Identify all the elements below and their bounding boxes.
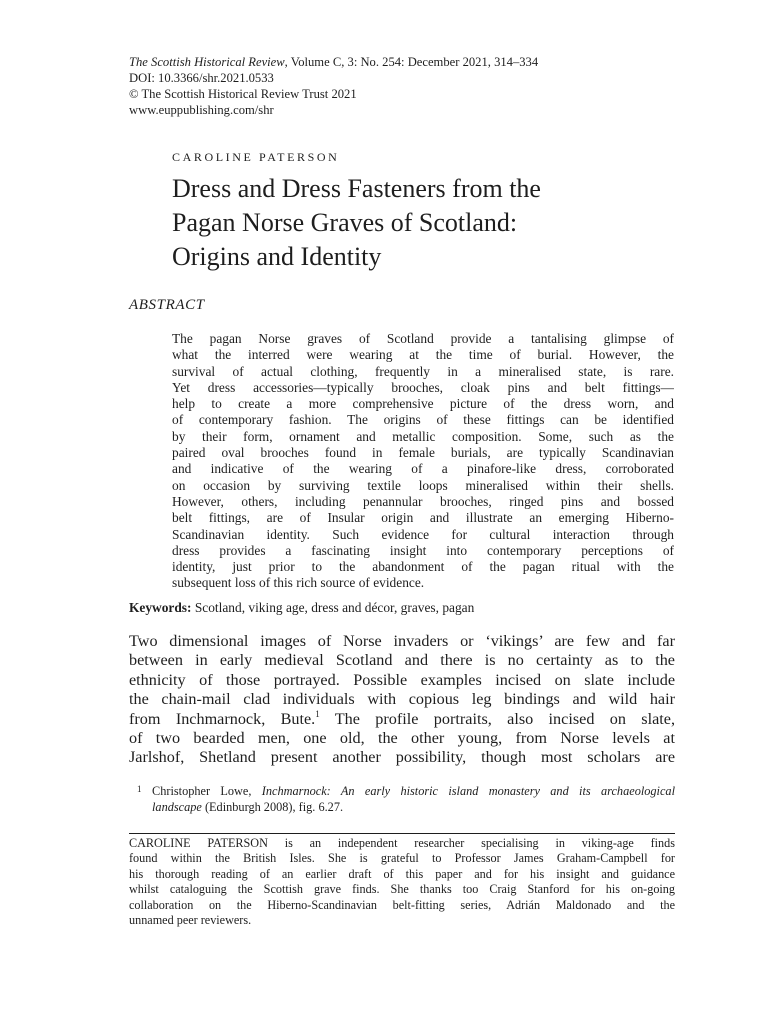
body-line-part: The profile portraits, also incised on slate, — [319, 709, 675, 728]
bio-line: CAROLINE PATERSON is an independent researcher specialising in viking-age finds — [129, 836, 675, 850]
journal-url: www.euppublishing.com/shr — [129, 103, 274, 117]
body-line: Two dimensional images of Norse invaders or ‘vikings’ are few and far — [129, 632, 675, 650]
author-bio — [129, 836, 675, 928]
journal-title: The Scottish Historical Review — [129, 55, 285, 69]
abstract-text — [172, 331, 674, 592]
footnote-author: Christopher Lowe, — [152, 784, 262, 798]
abstract-line: of contemporary fashion. The origins of these fittings can be identified — [172, 412, 674, 428]
keywords — [129, 600, 474, 616]
abstract-line: identity, just prior to the abandonment of the pagan ritual with the — [172, 559, 674, 575]
abstract-line: Yet dress accessories—typically brooches, cloak pins and belt fittings— — [172, 379, 674, 395]
abstract-line: dress provides a fascinating insight into contemporary perceptions of — [172, 542, 674, 558]
abstract-line: belt fittings, are of Insular origin and illustrate an emerging Hiberno- — [172, 510, 674, 526]
title-line: Dress and Dress Fasteners from the — [172, 174, 541, 203]
keywords-label: Keywords: — [129, 600, 192, 615]
body-line: of two bearded men, one old, the other young, from Norse levels at — [129, 729, 675, 748]
body-paragraph — [129, 632, 675, 768]
author-name: CAROLINE PATERSON — [172, 150, 340, 164]
body-line-part: from Inchmarnock, Bute. — [129, 709, 316, 728]
footnote-ref[interactable]: 1 — [315, 709, 320, 719]
footnote-line — [152, 783, 675, 799]
footnote-work-title: Inchmarnock: An early historic island monastery and its archaeological — [261, 784, 675, 798]
abstract-heading: ABSTRACT — [129, 297, 205, 313]
footnote-citation: (Edinburgh 2008), fig. 6.27. — [201, 800, 344, 814]
footnote-number: 1 — [137, 784, 142, 794]
doi: DOI: 10.3366/shr.2021.0533 — [129, 71, 274, 85]
volume-info: , Volume C, 3: No. 254: December 2021, 314–334 — [284, 55, 539, 69]
body-line: the chain-mail clad individuals with copious leg bindings and wild hair — [129, 690, 675, 709]
bio-line: unnamed peer reviewers. — [129, 913, 252, 928]
article-title — [172, 172, 692, 274]
bio-line: found within the British Isles. She is grateful to Professor James Graham-Campbell for — [129, 851, 675, 866]
body-line: ethnicity of those portrayed. Possible examples incised on slate include — [129, 670, 675, 689]
abstract-line: on occasion by surviving textile loops mineralised within their shells. — [172, 477, 674, 493]
body-line: between in early medieval Scotland and there is no certainty as to the — [129, 651, 675, 670]
abstract-line: The pagan Norse graves of Scotland provide a tantalising glimpse of — [172, 331, 674, 346]
footnote-work-title: landscape — [152, 800, 202, 814]
keywords-value: Scotland, viking age, dress and décor, graves, pagan — [191, 600, 475, 615]
abstract-line: subsequent loss of this rich source of evidence. — [172, 575, 425, 591]
title-line: Origins and Identity — [172, 242, 382, 271]
abstract-line: and indicative of the wearing of a pinafore-like dress, corroborated — [172, 461, 674, 477]
copyright: © The Scottish Historical Review Trust 2021 — [129, 87, 357, 101]
divider — [129, 833, 675, 834]
bio-line: whilst cataloguing the Scottish grave finds. She thanks too Craig Stanford for his on-going — [129, 882, 675, 897]
title-line: Pagan Norse Graves of Scotland: — [172, 208, 518, 237]
abstract-line: Scandinavian identity. Such evidence for cultural interaction through — [172, 526, 674, 542]
body-line: Jarlshof, Shetland present another possibility, though most scholars are — [129, 748, 675, 767]
citation-line — [129, 54, 538, 70]
footnote-line — [152, 799, 675, 815]
abstract-line: what the interred were wearing at the time of burial. However, the — [172, 347, 674, 363]
footnote-text — [152, 783, 675, 815]
bio-line: his thorough reading of an earlier draft of this paper and for his insight and guidance — [129, 866, 675, 881]
journal-masthead — [129, 54, 538, 118]
footnote — [129, 783, 675, 815]
abstract-line: by their form, ornament and metallic composition. Some, such as the — [172, 428, 674, 444]
abstract-line: However, others, including penannular brooches, ringed pins and bossed — [172, 493, 674, 509]
abstract-line: survival of actual clothing, frequently in a mineralised state, is rare. — [172, 363, 674, 379]
body-line — [129, 710, 675, 729]
bio-line: collaboration on the Hiberno-Scandinavian belt-fitting series, Adrián Maldonado and the — [129, 897, 675, 912]
abstract-line: paired oval brooches found in female burials, are typically Scandinavian — [172, 445, 674, 461]
abstract-line: help to create a more comprehensive picture of the dress worn, and — [172, 396, 674, 412]
